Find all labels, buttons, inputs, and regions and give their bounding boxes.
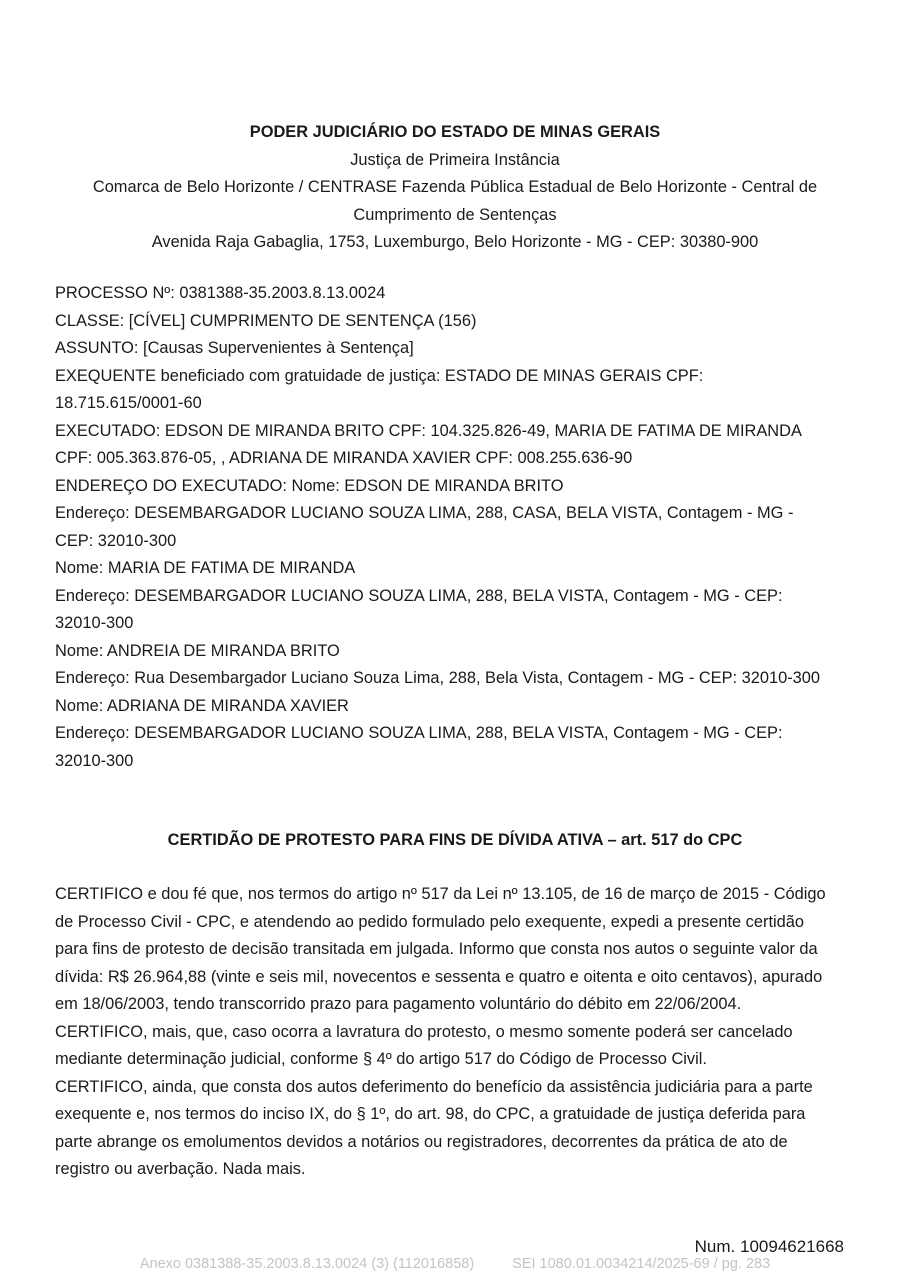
footer-annex: Anexo 0381388-35.2003.8.13.0024 (3) (112016858) [139,1256,475,1272]
certificate-line: dívida: R$ 26.964,88 (vinte e seis mil, novecentos e sessenta e quatro e oitenta e oito centavos), apurado [55,967,823,986]
certificate-line: CERTIFICO, ainda, que consta dos autos deferimento do benefício da assistência judiciária para a parte [55,1077,813,1096]
certificate-line: registro ou averbação. Nada mais. [55,1160,306,1178]
certificate-line: para fins de protesto de decisão transitada em julgada. Informo que consta nos autos o seguinte valor da [55,940,818,958]
certificate-line: exequente e, nos termos do inciso IX, do § 1º, do art. 98, do CPC, a gratuidade de justiça deferida para [55,1105,806,1123]
process-class: CLASSE: [CÍVEL] CUMPRIMENTO DE SENTENÇA (156) [55,311,477,330]
certificate-title: CERTIDÃO DE PROTESTO PARA FINS DE DÍVIDA ATIVA – art. 517 do CPC [167,831,743,849]
court-header [55,119,855,257]
party-name: Nome: ADRIANA DE MIRANDA XAVIER [55,696,349,715]
certificate-line: parte abrange os emolumentos devidos a notários ou registradores, decorrentes da prática de ato de [55,1132,788,1151]
footer-sei-reference: SEI 1080.01.0034214/2025-69 / pg. 283 [512,1256,771,1272]
court-comarca-line-1: Comarca de Belo Horizonte / CENTRASE Fazenda Pública Estadual de Belo Horizonte - Central de [92,178,818,196]
court-comarca-line-2: Cumprimento de Sentenças [353,205,557,224]
process-subject: ASSUNTO: [Causas Supervenientes à Sentença] [55,339,414,357]
party-name: Nome: MARIA DE FATIMA DE MIRANDA [55,559,356,577]
court-instance: Justiça de Primeira Instância [350,150,560,169]
court-address: Avenida Raja Gabaglia, 1753, Luxemburgo, Belo Horizonte - MG - CEP: 30380-900 [151,233,759,251]
process-info [55,280,855,775]
address-line: Endereço: DESEMBARGADOR LUCIANO SOUZA LIMA, 288, CASA, BELA VISTA, Contagem - MG - [55,504,794,522]
certificate-body [55,881,855,1184]
address-line: Endereço: DESEMBARGADOR LUCIANO SOUZA LIMA, 288, BELA VISTA, Contagem - MG - CEP: [55,724,783,742]
certificate-line: CERTIFICO e dou fé que, nos termos do artigo nº 517 da Lei nº 13.105, de 16 de março de 2015 - Código [55,885,826,903]
executado-line-1: EXECUTADO: EDSON DE MIRANDA BRITO CPF: 104.325.826-49, MARIA DE FATIMA DE MIRANDA [55,421,802,440]
certificate-line: de Processo Civil - CPC, e atendendo ao pedido formulado pelo exequente, expedi a presente certidão [55,912,804,931]
court-name: PODER JUDICIÁRIO DO ESTADO DE MINAS GERAIS [249,123,661,141]
page-footer [0,1256,910,1272]
exequente-line-2: 18.715.615/0001-60 [55,394,202,412]
document-number: Num. 10094621668 [694,1237,844,1256]
address-line: 32010-300 [55,614,134,632]
address-line: 32010-300 [55,751,134,770]
address-line: Endereço: Rua Desembargador Luciano Souza Lima, 288, Bela Vista, Contagem - MG - CEP: 32010-300 [55,669,821,687]
address-line: CEP: 32010-300 [55,531,177,550]
party-name: Nome: ANDREIA DE MIRANDA BRITO [55,641,340,660]
executado-address-header: ENDEREÇO DO EXECUTADO: Nome: EDSON DE MIRANDA BRITO [55,476,564,495]
certificate-line: CERTIFICO, mais, que, caso ocorra a lavratura do protesto, o mesmo somente poderá ser cancelado [55,1022,793,1041]
process-number: PROCESSO Nº: 0381388-35.2003.8.13.0024 [55,284,386,302]
address-line: Endereço: DESEMBARGADOR LUCIANO SOUZA LIMA, 288, BELA VISTA, Contagem - MG - CEP: [55,586,783,605]
certificate-line: mediante determinação judicial, conforme § 4º do artigo 517 do Código de Processo Civil. [55,1050,707,1068]
exequente-line-1: EXEQUENTE beneficiado com gratuidade de justiça: ESTADO DE MINAS GERAIS CPF: [55,366,704,385]
executado-line-2: CPF: 005.363.876-05, , ADRIANA DE MIRANDA XAVIER CPF: 008.255.636-90 [55,449,633,467]
certificate-line: em 18/06/2003, tendo transcorrido prazo para pagamento voluntário do débito em 22/06/2004. [55,995,742,1013]
